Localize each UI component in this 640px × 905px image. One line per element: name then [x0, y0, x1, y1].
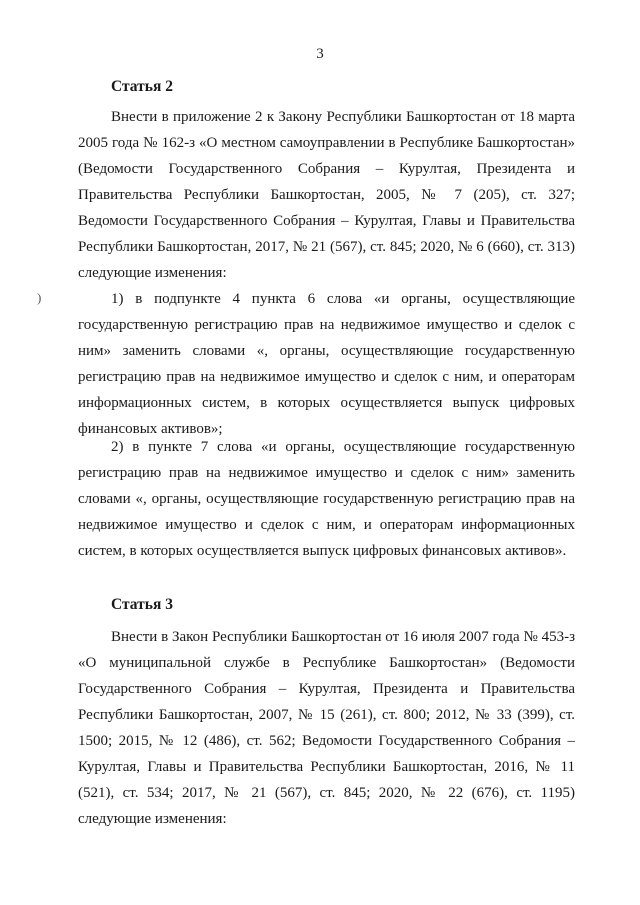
article-2-intro-paragraph: Внести в приложение 2 к Закону Республики Башкортостан от 18 марта 2005 года № 162-з «О местном самоуправлении в Республике Башкортостан» (Ведомости Государственного Собрания – Курултая, Президента и Правительства Республики Башкортостан, 2005, № 7 (205), ст. 327; Ведомости Государственного Собрания – Курултая, Главы и Правительства Республики Башкортостан, 2017, № 21 (567), ст. 845; 2020, № 6 (660), ст. 313) следующие изменения: [78, 109, 575, 281]
article-2-heading: Статья 2 [111, 78, 173, 95]
margin-mark: ) [37, 290, 42, 305]
article-2-item-2: 2) в пункте 7 слова «и органы, осуществляющие государственную регистрацию прав на недвижимое имущество и сделок с ним» заменить словами «, органы, осуществляющие государственную регистрацию прав на недвижимое имущество и сделок с ним, и операторам информационных систем, в которых осуществляется выпуск цифровых финансовых активов». [78, 439, 575, 559]
page-number: 3 [316, 46, 324, 62]
article-3-intro-paragraph: Внести в Закон Республики Башкортостан от 16 июля 2007 года № 453-з «О муниципальной службе в Республике Башкортостан» (Ведомости Государственного Собрания – Курултая, Президента и Правительства Республики Башкортостан, 2007, № 15 (261), ст. 800; 2012, № 33 (399), ст. 1500; 2015, № 12 (486), ст. 562; Ведомости Государственного Собрания – Курултая, Главы и Правительства Республики Башкортостан, 2016, № 11 (521), ст. 534; 2017, № 21 (567), ст. 845; 2020, № 22 (676), ст. 1195) следующие изменения: [78, 629, 575, 827]
article-3-heading: Статья 3 [111, 596, 173, 613]
article-2-item-1: 1) в подпункте 4 пункта 6 слова «и органы, осуществляющие государственную регистрацию прав на недвижимое имущество и сделок с ним» заменить словами «, органы, осуществляющие государственную регистрацию прав на недвижимое имущество и сделок с ним, и операторам информационных систем, в которых осуществляется выпуск цифровых финансовых активов»; [78, 291, 575, 437]
